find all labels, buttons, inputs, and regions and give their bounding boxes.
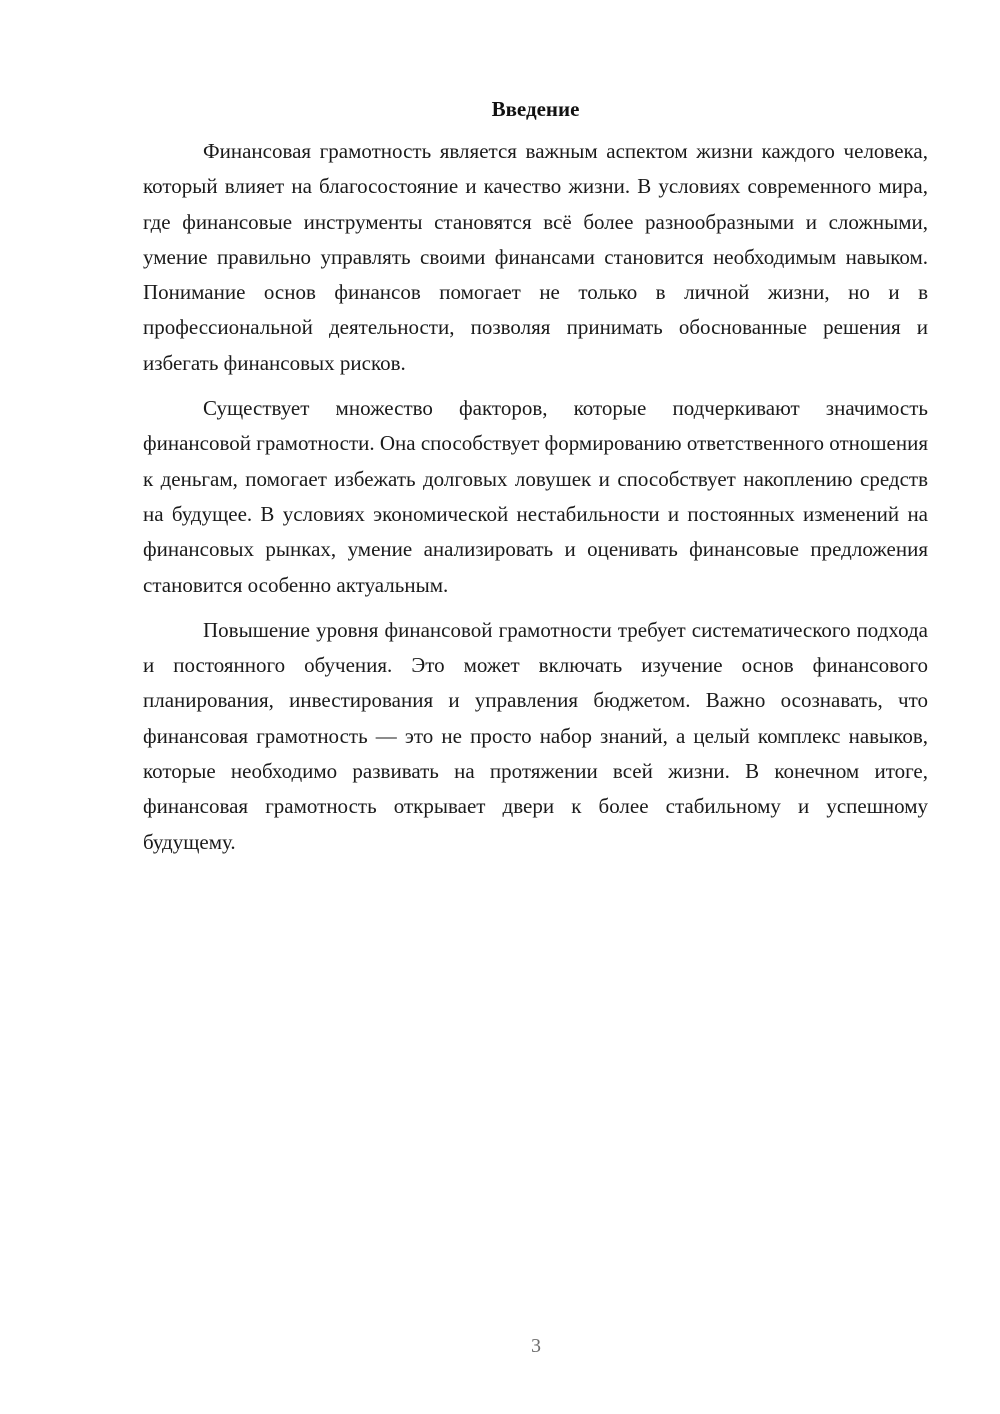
section-heading: Введение	[491, 97, 580, 121]
paragraph-3: Повышение уровня финансовой грамотности требует систематического подхода и постоянного обучения. Это может включать изучение основ финансового планирования, инвестирования и управления бюджетом. Важно осознавать, что финансовая грамотность — это не просто набор знаний, а целый комплекс навыков, которые необходимо развивать на протяжении всей жизни. В конечном итоге, финансовая грамотность открывает двери к более стабильному и успешному будущему.	[143, 617, 928, 854]
paragraph-1: Финансовая грамотность является важным аспектом жизни каждого человека, который влияет на благосостояние и качество жизни. В условиях современного мира, где финансовые инструменты становятся всё более разнообразными и сложными, умение правильно управлять своими финансами становится необходимым навыком. Понимание основ финансов помогает не только в личной жизни, но и в профессиональной деятельности, позволяя принимать обоснованные решения и избегать финансовых рисков.	[143, 139, 928, 375]
page-content	[143, 92, 928, 860]
page-number: 3	[531, 1335, 541, 1357]
paragraph-2: Существует множество факторов, которые подчеркивают значимость финансовой грамотности. Она способствует формированию ответственного отношения к деньгам, помогает избежать долговых ловушек и способствует накоплению средств на будущее. В условиях экономической нестабильности и постоянных изменений на финансовых рынках, умение анализировать и оценивать финансовые предложения становится особенно актуальным.	[143, 396, 928, 597]
